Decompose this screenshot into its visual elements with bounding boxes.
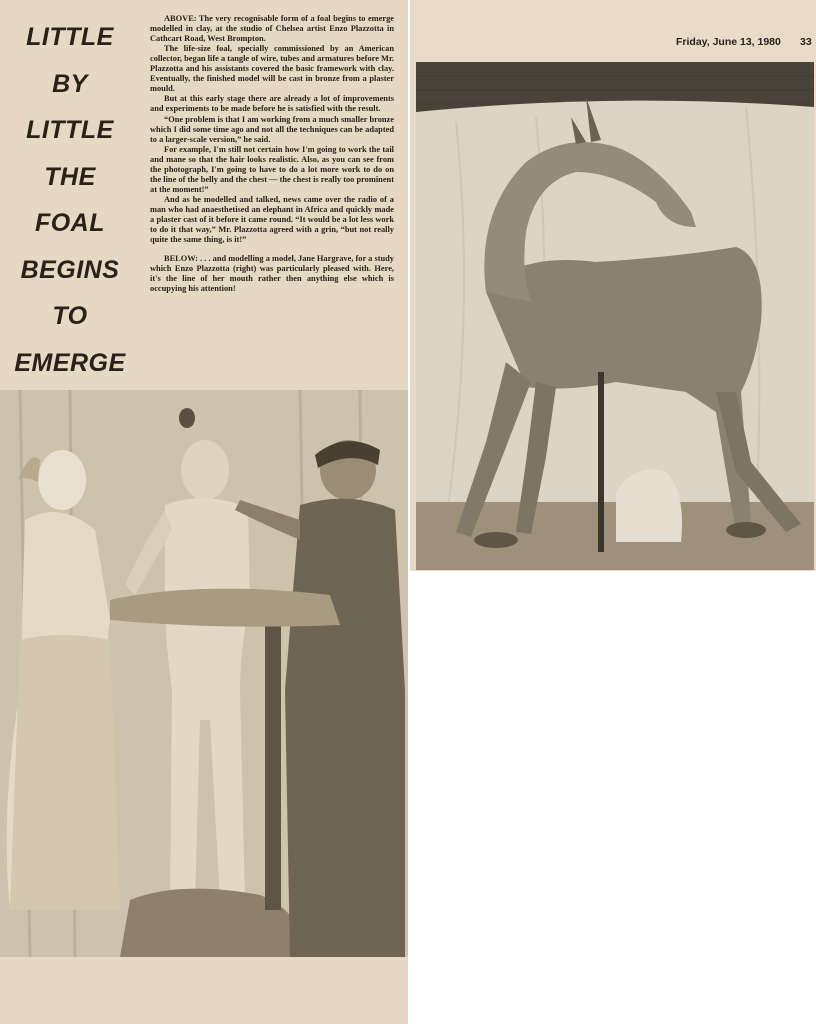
- article-paragraph: But at this early stage there are already a lot of improvements and experiments to be made before he is satisfied with the result.: [150, 94, 394, 114]
- article-paragraph: ABOVE: The very recognisable form of a foal begins to emerge modelled in clay, at the studio of Chelsea artist Enzo Plazzotta in Cathcart Road, West Brompton.: [150, 14, 394, 43]
- headline-word: TO: [52, 302, 88, 330]
- dateline: Friday, June 13, 1980: [676, 36, 781, 48]
- headline-word: FOAL: [34, 209, 106, 237]
- article-body: [150, 14, 394, 295]
- foal-photo: [416, 62, 814, 570]
- article-paragraph: “One problem is that I am working from a much smaller bronze which I did some time ago and not all the techniques can be adapted to a larger-scale version,” he said.: [150, 114, 394, 144]
- headline-word: EMERGE: [14, 348, 126, 377]
- page-number: 33: [800, 36, 812, 48]
- headline: [4, 14, 136, 386]
- studio-photo-illustration: [0, 390, 408, 957]
- article-paragraph: For example, I'm still not certain how I'm going to work the tail and mane so that the hair looks realistic. Also, as you can see from the photograph, I'm going to have to do a lot more work to do on the line of the belly and the chest — the chest is really too prominent at the moment!”: [150, 145, 394, 194]
- article-paragraph: BELOW: . . . and modelling a model, Jane Hargrave, for a study which Enzo Plazzotta (right) was particularly pleased with. Here, it's the line of her mouth rather then anything else which is occupying his attention!: [150, 254, 394, 293]
- headline-word: BEGINS: [20, 255, 120, 284]
- headline-word: LITTLE: [26, 23, 114, 51]
- headline-word: BY: [52, 69, 88, 98]
- headline-word: THE: [44, 162, 96, 191]
- foal-sculpture-illustration: [416, 62, 814, 570]
- article-paragraph: The life-size foal, specially commissioned by an American collector, began life a tangle of wire, tubes and armatures before Mr. Plazzotta and his assistants covered the basic framework with clay. Eventually, the finished model will be cast in bronze from a plaster mould.: [150, 44, 394, 93]
- studio-photo: [0, 390, 408, 957]
- headline-word: LITTLE: [26, 116, 114, 144]
- article-paragraph: And as he modelled and talked, news came over the radio of a man who had anaesthetised an elephant in Africa and quickly made a plaster cast of it before it came round. “It would be a lot less work to do it that way,” Mr. Plazzotta agreed with a grin, “but not really quite the same thing, is it!”: [150, 195, 394, 244]
